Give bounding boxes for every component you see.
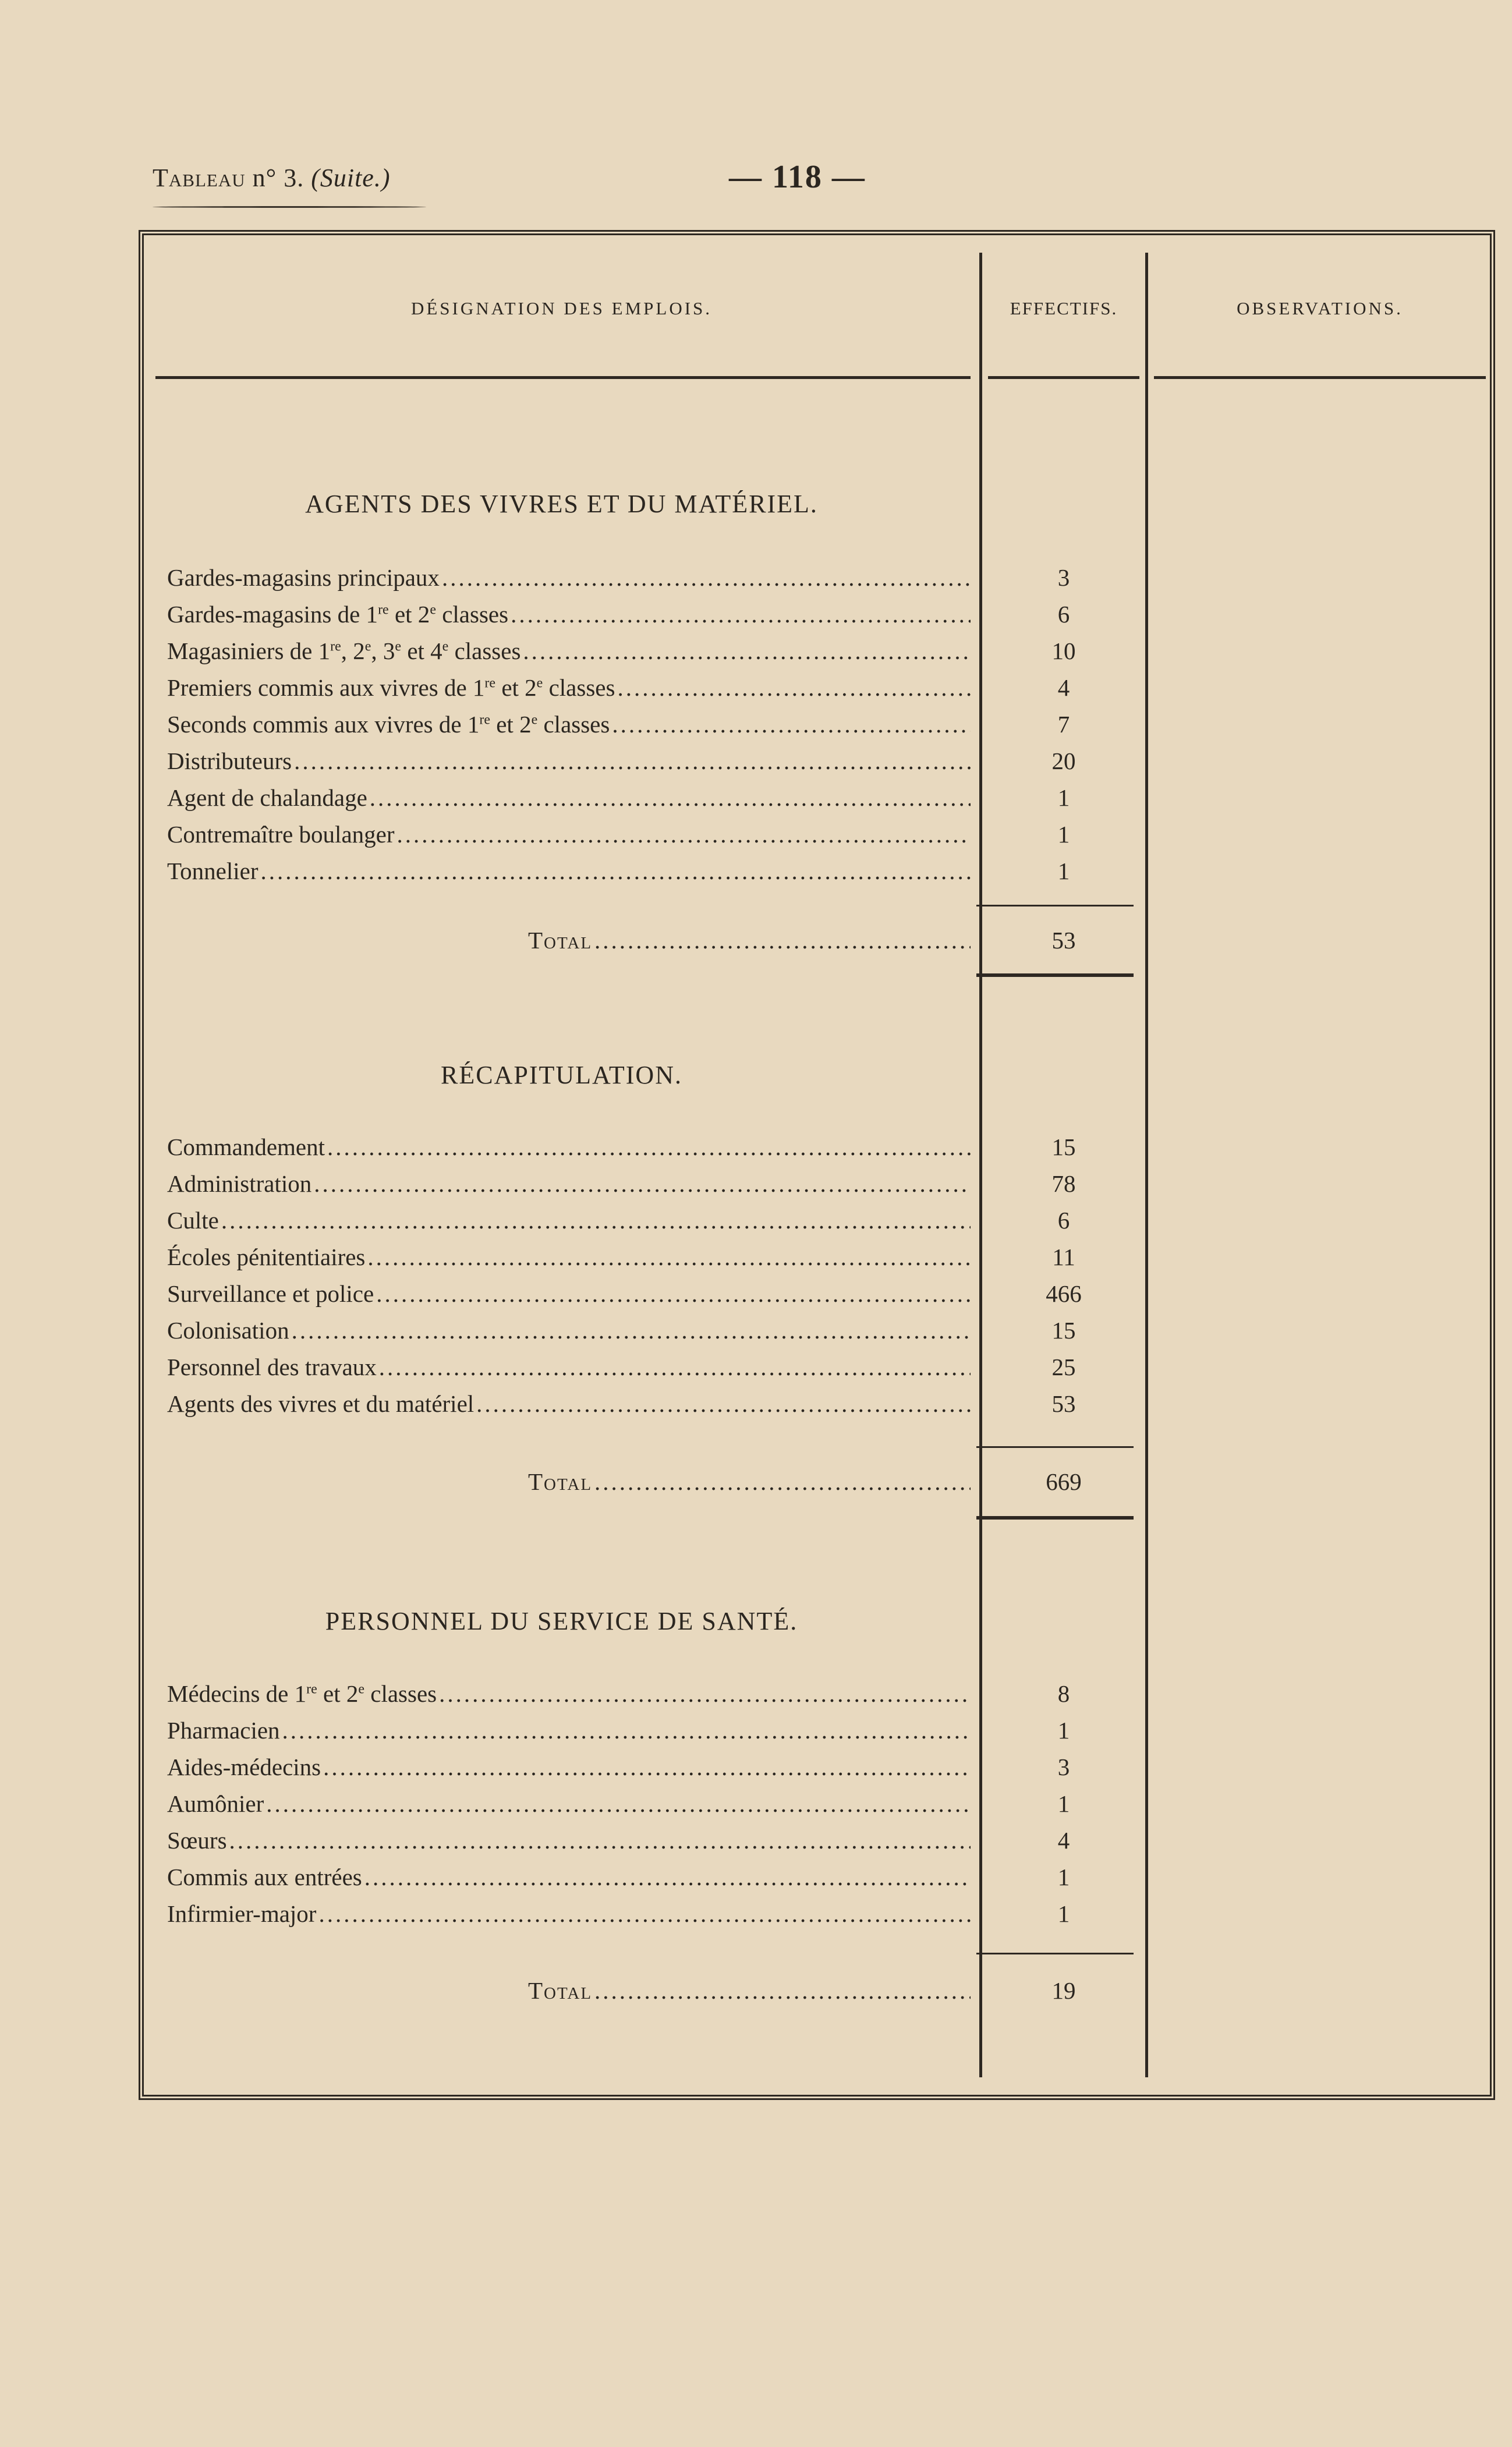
row-label: Colonisation bbox=[167, 1317, 289, 1344]
row-label: Tonnelier bbox=[167, 858, 259, 884]
table-row bbox=[167, 1166, 971, 1202]
header-rule-observations bbox=[1154, 376, 1486, 379]
section-title-sante: PERSONNEL DU SERVICE DE SANTÉ. bbox=[325, 1607, 798, 1635]
table-row bbox=[167, 1749, 971, 1785]
row-value: 11 bbox=[1052, 1244, 1075, 1270]
table-row bbox=[167, 559, 971, 596]
total-value: 19 bbox=[1051, 1977, 1076, 2004]
table-row bbox=[167, 816, 971, 852]
header-underline bbox=[153, 206, 426, 208]
tableau-number: n° 3. bbox=[252, 164, 304, 192]
row-label: Agent de chalandage bbox=[167, 784, 367, 811]
row-value: 1 bbox=[1057, 858, 1070, 884]
total-value: 669 bbox=[1046, 1468, 1082, 1495]
total-row bbox=[528, 1973, 971, 2009]
row-value: 25 bbox=[1051, 1354, 1076, 1380]
row-value: 466 bbox=[1046, 1280, 1082, 1307]
table-row bbox=[167, 1896, 971, 1932]
sum-rule bbox=[976, 1446, 1134, 1448]
page-header bbox=[153, 158, 1259, 205]
column-divider-observations bbox=[1145, 253, 1148, 2077]
row-value: 53 bbox=[1051, 1390, 1076, 1417]
row-value: 1 bbox=[1057, 821, 1070, 848]
table-row bbox=[167, 633, 971, 669]
table-row bbox=[167, 1312, 971, 1348]
row-label: Commis aux entrées bbox=[167, 1864, 362, 1890]
row-value: 15 bbox=[1051, 1317, 1076, 1344]
row-label: Personnel des travaux bbox=[167, 1354, 377, 1380]
row-value: 3 bbox=[1057, 1754, 1070, 1780]
row-label: Écoles pénitentiaires bbox=[167, 1244, 366, 1270]
total-row bbox=[528, 1464, 971, 1500]
sum-rule bbox=[976, 1953, 1134, 1954]
row-label: Seconds commis aux vivres de 1re et 2e classes bbox=[167, 711, 610, 738]
row-label: Culte bbox=[167, 1207, 219, 1234]
table-row bbox=[167, 1239, 971, 1275]
row-value: 6 bbox=[1057, 1207, 1070, 1234]
page-number: — 118 — bbox=[729, 159, 866, 195]
table-row bbox=[167, 1349, 971, 1385]
row-value: 20 bbox=[1051, 748, 1076, 774]
row-label: Premiers commis aux vivres de 1re et 2e classes bbox=[167, 674, 615, 701]
row-label: Infirmier-major bbox=[167, 1900, 317, 1927]
sum-rule bbox=[976, 905, 1134, 906]
section-title-recapitulation: RÉCAPITULATION. bbox=[441, 1061, 682, 1089]
row-label: Magasiniers de 1re, 2e, 3e et 4e classes bbox=[167, 638, 521, 664]
table-row bbox=[167, 1129, 971, 1165]
table-row bbox=[167, 780, 971, 816]
column-header-effectifs: EFFECTIFS. bbox=[1010, 298, 1118, 318]
column-header-observations: OBSERVATIONS. bbox=[1237, 298, 1403, 318]
row-label: Sœurs bbox=[167, 1827, 227, 1854]
total-label: Total bbox=[528, 1468, 593, 1495]
row-value: 8 bbox=[1057, 1680, 1070, 1707]
row-label: Agents des vivres et du matériel bbox=[167, 1390, 475, 1417]
row-label: Aides-médecins bbox=[167, 1754, 321, 1780]
total-label: Total bbox=[528, 1977, 593, 2004]
table-row bbox=[167, 670, 971, 706]
row-label: Administration bbox=[167, 1170, 312, 1197]
sum-rule-double bbox=[976, 973, 1134, 977]
row-label: Médecins de 1re et 2e classes bbox=[167, 1680, 437, 1707]
row-label: Commandement bbox=[167, 1134, 325, 1160]
table-row bbox=[167, 596, 971, 632]
row-value: 10 bbox=[1051, 638, 1076, 664]
table-row bbox=[167, 1386, 971, 1422]
row-value: 4 bbox=[1057, 1827, 1070, 1854]
header-rule-effectifs bbox=[988, 376, 1139, 379]
row-value: 3 bbox=[1057, 564, 1070, 591]
row-label: Distributeurs bbox=[167, 748, 292, 774]
row-value: 6 bbox=[1057, 601, 1070, 628]
row-value: 7 bbox=[1057, 711, 1070, 738]
tableau-label bbox=[153, 163, 391, 193]
column-header-designation: DÉSIGNATION DES EMPLOIS. bbox=[410, 298, 713, 318]
row-value: 1 bbox=[1057, 1864, 1070, 1890]
row-label: Pharmacien bbox=[167, 1717, 280, 1744]
total-value: 53 bbox=[1051, 927, 1076, 954]
sum-rule-double bbox=[976, 1516, 1134, 1520]
row-label: Gardes-magasins de 1re et 2e classes bbox=[167, 601, 509, 628]
row-value: 1 bbox=[1057, 784, 1070, 811]
total-row bbox=[528, 922, 971, 958]
row-value: 1 bbox=[1057, 1900, 1070, 1927]
table-row bbox=[167, 1676, 971, 1712]
table-row bbox=[167, 1859, 971, 1895]
table-row bbox=[167, 743, 971, 779]
row-value: 4 bbox=[1057, 674, 1070, 701]
row-value: 1 bbox=[1057, 1717, 1070, 1744]
row-label: Aumônier bbox=[167, 1790, 264, 1817]
total-label: Total bbox=[528, 927, 593, 954]
table-row bbox=[167, 1276, 971, 1312]
section-title-agents: AGENTS DES VIVRES ET DU MATÉRIEL. bbox=[305, 490, 818, 518]
table-frame bbox=[139, 230, 1495, 2100]
table-row bbox=[167, 1822, 971, 1858]
table-row bbox=[167, 1202, 971, 1238]
table-row bbox=[167, 1712, 971, 1748]
tableau-suite: (Suite.) bbox=[311, 164, 391, 192]
table-row bbox=[167, 706, 971, 742]
table-row bbox=[167, 853, 971, 889]
tableau-prefix: Tableau bbox=[153, 164, 246, 192]
row-value: 78 bbox=[1051, 1170, 1076, 1197]
header-rule-designation bbox=[155, 376, 971, 379]
row-label: Contremaître boulanger bbox=[167, 821, 395, 848]
row-label: Gardes-magasins principaux bbox=[167, 564, 440, 591]
row-value: 1 bbox=[1057, 1790, 1070, 1817]
row-value: 15 bbox=[1051, 1134, 1076, 1160]
row-label: Surveillance et police bbox=[167, 1280, 374, 1307]
table-row bbox=[167, 1786, 971, 1822]
